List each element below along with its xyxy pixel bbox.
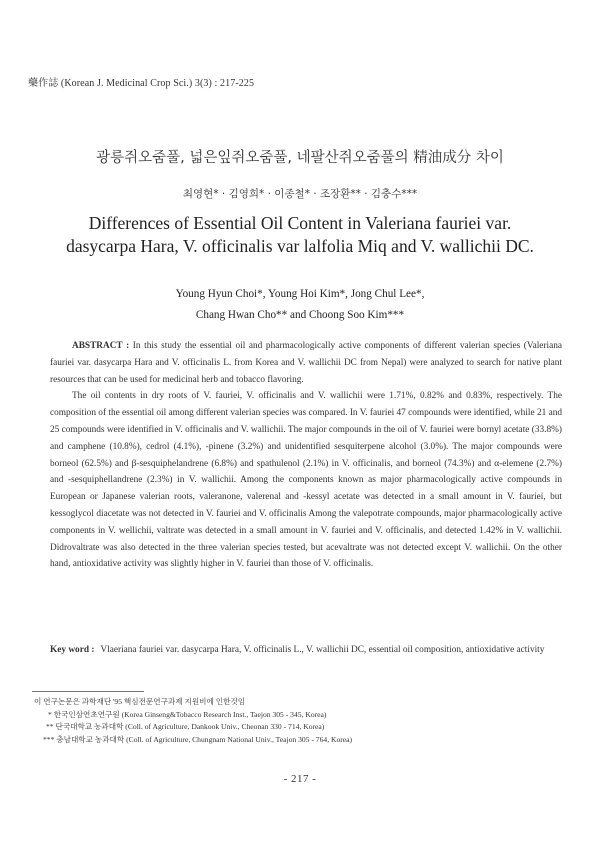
keywords-section [50, 642, 562, 659]
footnote-divider [32, 691, 144, 692]
english-title-line2: dasycarpa Hara, V. officinalis var lalfolia Miq and V. wallichii DC. [66, 236, 534, 256]
journal-header: 藥作誌 (Korean J. Medicinal Crop Sci.) 3(3) : 217-225 [28, 78, 255, 89]
english-title-line1: Differences of Essential Oil Content in Valeriana fauriei var. [88, 213, 512, 233]
footnote-affiliation-1: * 한국인삼연초연구원 (Korea Ginseng&Tobacco Research Inst., Taejon 305 - 345, Korea) [48, 709, 327, 719]
abstract-section [50, 338, 562, 573]
footnote-affiliation-3: *** 충남대학교 농과대학 (Coll. of Agriculture, Chungnam National Univ., Teajon 305 - 764, Korea) [43, 734, 353, 744]
keywords-label: Key word : [50, 645, 95, 655]
english-authors [0, 284, 600, 326]
keywords-text: Vlaeriana fauriei var. dasycarpa Hara, V. officinalis L., V. wallichii DC, essential oil composition, antioxidative activity [100, 645, 545, 655]
english-title [0, 212, 600, 258]
footnote-affiliation-2: ** 단국대학교 농과대학 (Coll. of Agriculture, Dankook Univ., Cheonan 330 - 714, Korea) [46, 722, 325, 732]
abstract-label: ABSTRACT : [72, 341, 130, 351]
footnotes [34, 696, 352, 746]
page-number: - 217 - [283, 773, 317, 785]
footnote-funding: 이 연구논문은 과학재단 '95 핵심전문연구과제 지원비에 인한것임 [34, 697, 246, 706]
abstract-paragraph-2: The oil contents in dry roots of V. fauriei, V. officinalis and V. wallichii were 1.71%, 0.82% and 0.83%, respectively. The composition of the essential oil among different valerian species was compared. In V. fauriei 47 compounds were identified, while 21 and 25 compounds were identified in V. officinalis and V. wallichii. The major compounds in the oil of V. fauriei were bornyl acetate (33.8%) and camphene (10.8%), cedrol (4.1%), -pinene (3.2%) and unidentified sesquiterpene alcohol (3.0%). The major compounds were borneol (62.5%) and β-sesquiphelandrene (6.8%) and spathulenol (2.1%) in V. officinalis, and borneol (74.3%) and α-elemene (2.7%) and -sesquiphellandrene (2.3%) in V. wallichii. Among the components known as major pharmacologically active compounds in European or Japanese valerian roots, valeranone, valerenal and -kessyl acetate was detected in a small amount in V. fauriei, but kessoglycol diacetate was not detected in V. fauriei and V. officinalis Among the valepotrate compounds, major pharmacologically active components in V. wellichii, valtrate was detected in a small amount in V. fauriei and V. officinalis, and detected 1.42% in V. wallichii. Didrovaltrate was also detected in the three valerian species tested, but acevaltrate was not detected except V. wallichii. On the other hand, antioxidative activity was slightly higher in V. fauriei than those of V. officinalis. [50, 391, 562, 570]
abstract-text-1: In this study the essential oil and pharmacologically active components of different valerian species (Valeriana fauriei var. dasycarpa Hara and V. officinalis L. from Korea and V. wallichii DC from Nepal) were analyzed to search for native plant resources that can be used for medicinal herb and tobacco flavoring. [50, 341, 562, 385]
korean-authors: 최영현* · 김영희* · 이종철* · 조장환** · 김충수*** [182, 188, 418, 200]
english-authors-line1: Young Hyun Choi*, Young Hoi Kim*, Jong Chul Lee*, [175, 288, 425, 300]
abstract-paragraph-1 [50, 338, 562, 388]
english-authors-line2: Chang Hwan Cho** and Choong Soo Kim*** [195, 309, 405, 321]
korean-title: 광릉쥐오줌풀, 넓은잎쥐오줌풀, 네팔산쥐오줌풀의 精油成分 차이 [96, 150, 504, 166]
